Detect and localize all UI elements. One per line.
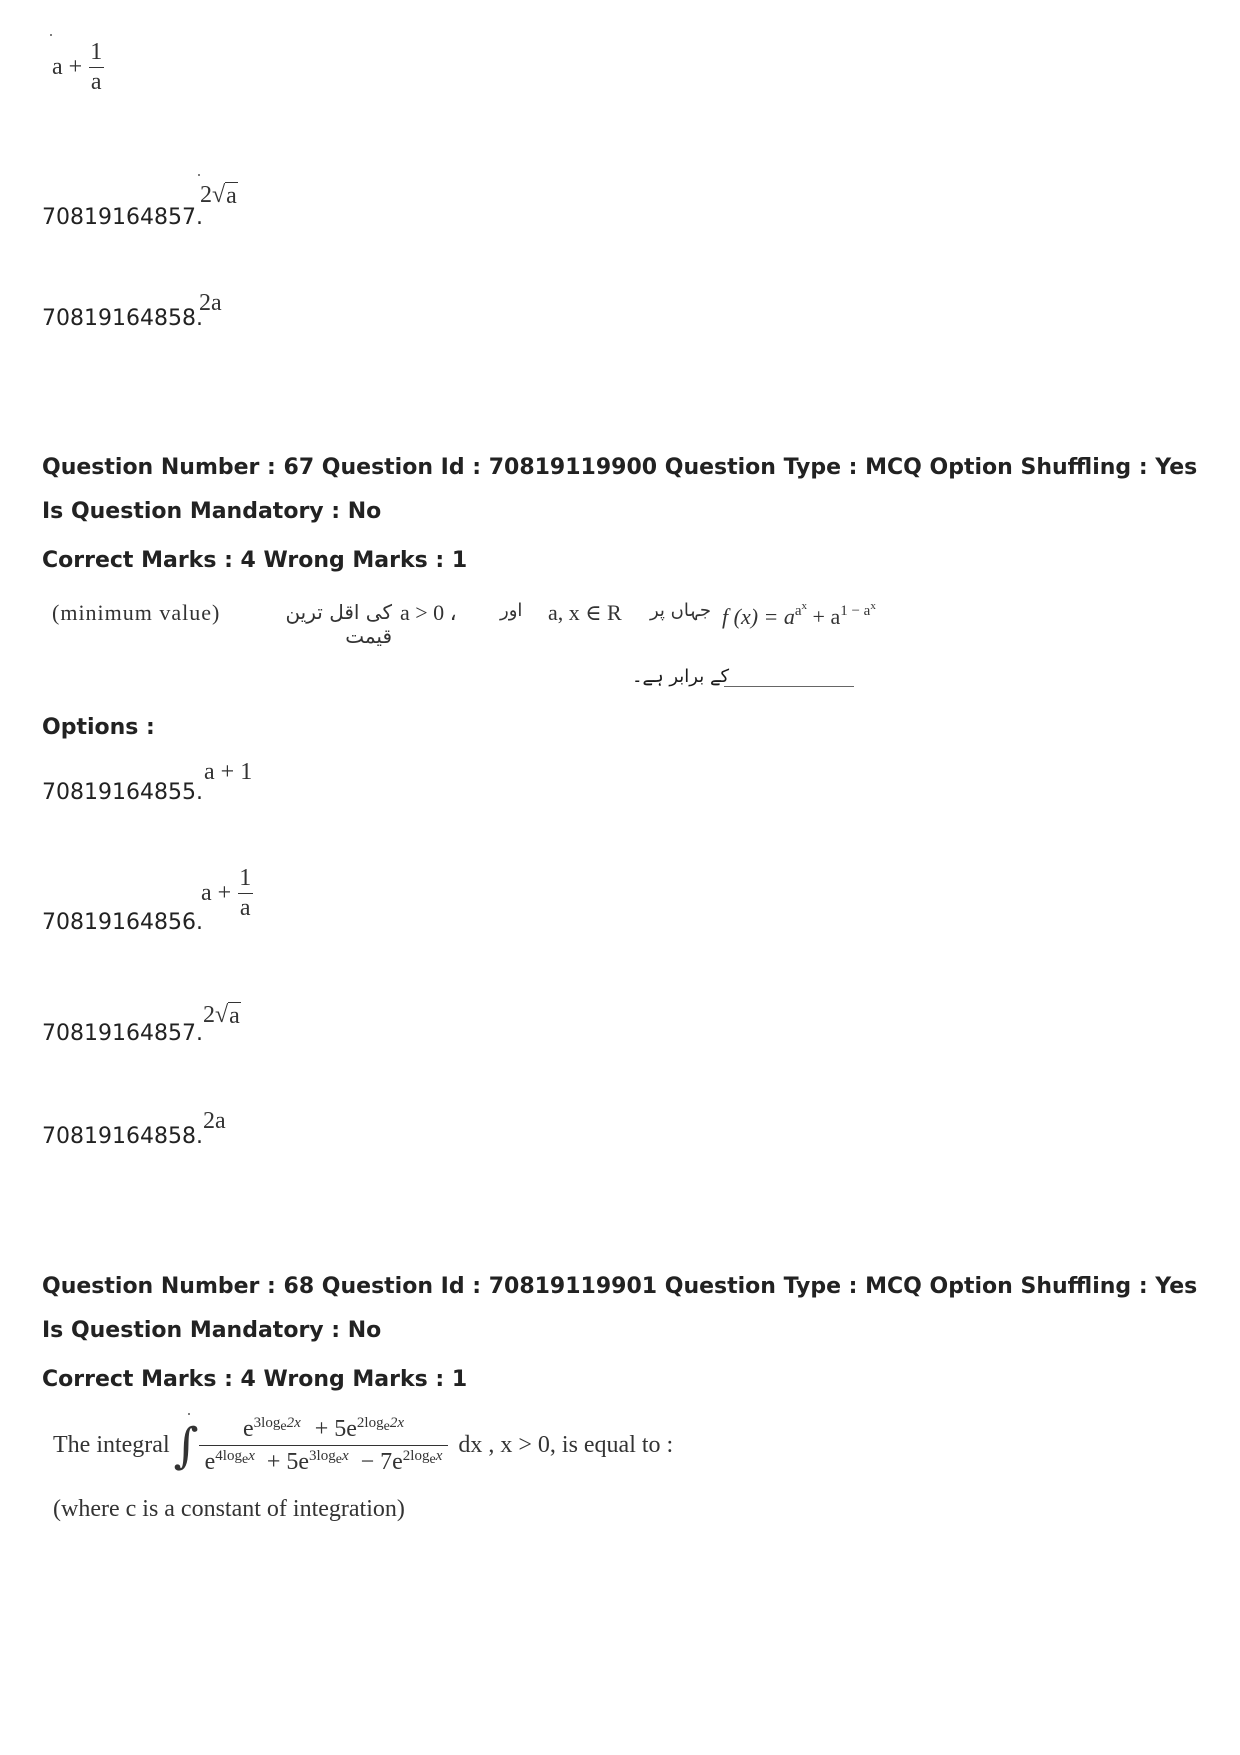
- fraction-numerator: 1: [239, 865, 252, 891]
- exponent-base: a: [794, 603, 802, 619]
- option-frac-top: [52, 40, 104, 95]
- term-arg: 2x: [286, 1415, 301, 1431]
- option-value: 2a: [199, 290, 222, 316]
- question-68-note: (where c is a constant of integration): [53, 1496, 405, 1522]
- function-definition: [722, 600, 876, 630]
- question-67-header: Question Number : 67 Question Id : 70819119900 Question Type : MCQ Option Shuffling : Yes: [42, 455, 1198, 480]
- sqrt-radicand: a: [226, 183, 237, 209]
- option-term: a: [201, 880, 212, 907]
- fraction-numerator: 1: [90, 39, 103, 65]
- option-sqrt: [203, 1002, 241, 1029]
- exponent: [794, 600, 808, 619]
- option-id: 70819164858.: [42, 306, 203, 331]
- integrand-denominator: [199, 1445, 449, 1476]
- sqrt-symbol: √ a: [215, 1002, 240, 1029]
- term-log-base: e: [383, 1419, 390, 1434]
- question-67-marks: Correct Marks : 4 Wrong Marks : 1: [42, 548, 468, 573]
- term-log: 3log: [309, 1448, 336, 1464]
- option-value: 2a: [203, 1108, 226, 1134]
- option-id: 70819164857.: [42, 205, 203, 230]
- artifact-dot: [198, 174, 200, 176]
- option-value: a + 1: [204, 759, 253, 785]
- exponent-sup: x: [870, 600, 876, 612]
- term-log-base: e: [280, 1419, 287, 1434]
- urdu-where-text: جہاں پر: [650, 600, 712, 621]
- question-67-stem-line2: [632, 666, 847, 696]
- term-log-base: e: [241, 1452, 249, 1467]
- fraction: [237, 866, 253, 921]
- domain-text: a, x ∈ R: [548, 600, 622, 625]
- sqrt-coefficient: 2: [200, 182, 212, 209]
- option-sqrt: [200, 182, 238, 209]
- term-base: e: [243, 1416, 254, 1442]
- option-plus: +: [217, 880, 232, 907]
- term-arg: x: [435, 1448, 443, 1464]
- exponent-sup: x: [801, 600, 808, 612]
- exponent-base: 1 − a: [840, 603, 871, 619]
- term-arg: x: [341, 1448, 349, 1464]
- term-arg: 2x: [389, 1415, 404, 1431]
- min-value-text: (minimum value): [52, 600, 221, 625]
- sqrt-radicand: a: [229, 1003, 240, 1029]
- term-exponent: [309, 1448, 349, 1467]
- integrand-numerator: [237, 1415, 410, 1445]
- stem-prefix: The integral: [53, 1432, 170, 1458]
- question-68-mandatory: Is Question Mandatory : No: [42, 1318, 382, 1343]
- term-arg: x: [248, 1448, 255, 1464]
- term-log: 2log: [402, 1448, 430, 1464]
- term-exponent: [215, 1448, 255, 1467]
- options-label: Options :: [42, 715, 155, 740]
- urdu-equal-text: کے برابر ہے۔: [632, 666, 730, 687]
- question-67-mandatory: Is Question Mandatory : No: [42, 499, 382, 524]
- term-exponent: [356, 1415, 404, 1434]
- option-id: 70819164858.: [42, 1124, 203, 1149]
- integrand-fraction: [199, 1415, 449, 1476]
- integral-sign: ∫: [173, 1417, 199, 1474]
- term-coef: + 5e: [314, 1416, 357, 1442]
- condition-text: a > 0 ،: [400, 600, 457, 625]
- term-log: 3log: [253, 1415, 281, 1431]
- fraction-denominator: a: [90, 69, 102, 96]
- artifact-dot: [50, 34, 52, 36]
- urdu-min-text: کی اقل ترین قیمت: [285, 600, 392, 648]
- option-frac: [201, 866, 253, 921]
- option-term: a: [52, 54, 63, 81]
- option-id: 70819164856.: [42, 910, 203, 935]
- option-plus: +: [68, 54, 83, 81]
- fill-blank: [724, 672, 854, 687]
- sqrt-coefficient: 2: [203, 1002, 215, 1029]
- sqrt-symbol: √ a: [212, 182, 237, 209]
- option-id: 70819164855.: [42, 780, 203, 805]
- term-log: 4log: [215, 1448, 242, 1464]
- term-exponent: [253, 1415, 301, 1434]
- term-coef: − 7e: [360, 1449, 403, 1475]
- term-log-base: e: [335, 1452, 342, 1467]
- term-exponent: [402, 1448, 443, 1467]
- option-id: 70819164857.: [42, 1021, 203, 1046]
- question-68-marks: Correct Marks : 4 Wrong Marks : 1: [42, 1367, 468, 1392]
- term-coef: + 5e: [266, 1449, 310, 1475]
- term-log-base: e: [429, 1452, 436, 1467]
- question-67-stem-line1: [52, 596, 876, 648]
- term-log: 2log: [356, 1415, 384, 1431]
- urdu-and-text: اور: [500, 600, 523, 621]
- exponent: [840, 600, 876, 619]
- question-68-stem: [53, 1415, 673, 1476]
- term-base: e: [204, 1449, 216, 1475]
- stem-suffix: dx , x > 0, is equal to :: [458, 1432, 674, 1458]
- fraction-denominator: a: [239, 895, 251, 922]
- fraction: [88, 40, 104, 95]
- question-68-header: Question Number : 68 Question Id : 70819119901 Question Type : MCQ Option Shuffling : Yes: [42, 1274, 1198, 1299]
- function-plus-term: + a: [812, 604, 841, 629]
- function-lhs: f (x) = a: [722, 604, 795, 629]
